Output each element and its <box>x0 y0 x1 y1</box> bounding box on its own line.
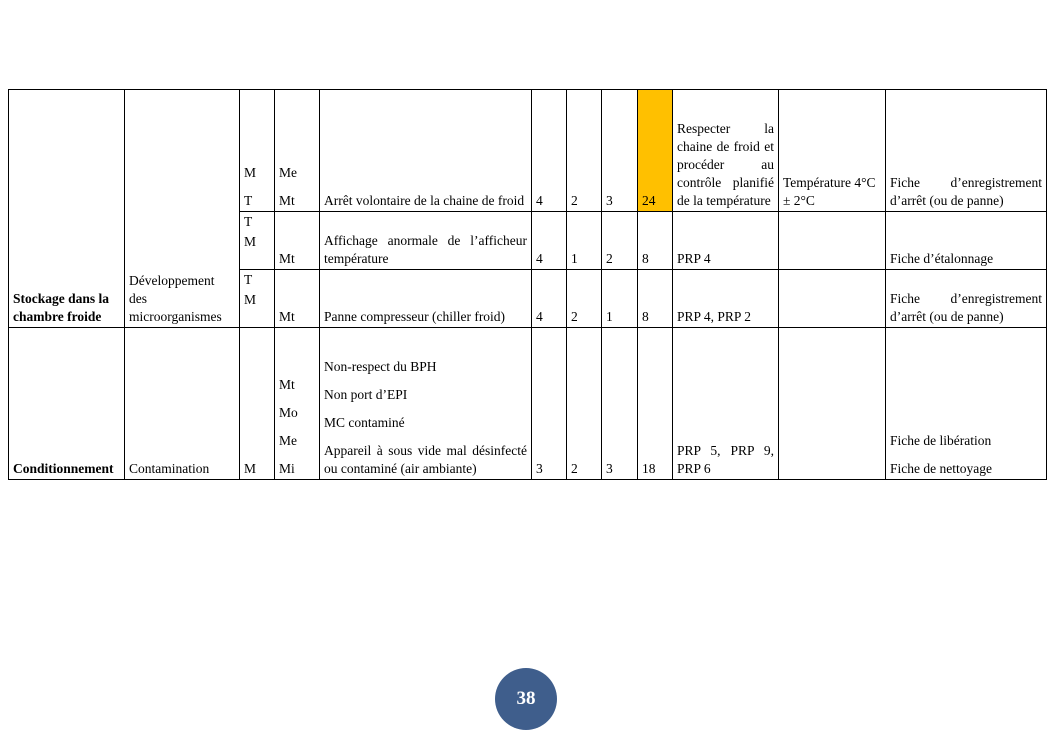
danger-type-cell <box>240 90 275 212</box>
record-cell <box>886 90 1047 212</box>
frequency-cell: 2 <box>567 270 602 328</box>
danger-type-cell <box>240 212 275 270</box>
table-row <box>9 328 1047 480</box>
process-stage: Stockage dans la chambre froide <box>13 291 110 324</box>
gravity-cell: 4 <box>532 270 567 328</box>
criticity-cell: 24 <box>638 90 673 212</box>
danger-label: Développement des microorganismes <box>129 273 222 324</box>
record-cell <box>886 270 1047 328</box>
description-cell: Panne compresseur (chiller froid) <box>320 270 532 328</box>
haccp-risk-table <box>8 89 1047 480</box>
measure: PRP 5, PRP 9, PRP 6 <box>677 443 774 476</box>
description-cell <box>320 328 532 480</box>
danger-type-cell: M <box>240 328 275 480</box>
critical-limit: Température 4°C ± 2°C <box>783 175 876 208</box>
description: Non-respect du BPH <box>324 359 437 374</box>
limit-cell <box>779 270 886 328</box>
process-stage-cell <box>9 328 125 480</box>
description-cell <box>320 212 532 270</box>
record: Fiche d’enregistrement d’arrêt (ou de panne) <box>890 175 1042 208</box>
process-stage: Conditionnement <box>13 461 114 476</box>
cause-cell <box>275 328 320 480</box>
record-cell <box>886 328 1047 480</box>
description: Appareil à sous vide mal désinfecté ou contaminé (air ambiante) <box>324 443 527 476</box>
record: Fiche de nettoyage <box>890 461 992 476</box>
page-number-badge: 38 <box>495 668 557 730</box>
danger-type: M <box>244 234 257 249</box>
cause-code: Me <box>279 165 297 180</box>
description-cell <box>320 90 532 212</box>
measure: Respecter la chaine de froid et procéder au contrôle planifié de la température <box>677 121 774 208</box>
description: Non port d’EPI <box>324 387 408 402</box>
danger-cell: Contamination <box>125 328 240 480</box>
measure-cell: PRP 4 <box>673 212 779 270</box>
cause-code: Mi <box>279 461 295 476</box>
danger-type: T <box>244 272 253 287</box>
detectability-cell: 1 <box>602 270 638 328</box>
criticity-cell: 8 <box>638 270 673 328</box>
danger-type: T <box>244 193 253 208</box>
measure-cell <box>673 90 779 212</box>
limit-cell <box>779 90 886 212</box>
detectability-cell: 3 <box>602 328 638 480</box>
limit-cell <box>779 328 886 480</box>
record: Fiche de libération <box>890 433 992 448</box>
record-cell: Fiche d’étalonnage <box>886 212 1047 270</box>
danger-cell <box>125 90 240 328</box>
danger-type: T <box>244 214 253 229</box>
gravity-cell: 3 <box>532 328 567 480</box>
danger-type-cell <box>240 270 275 328</box>
table-row <box>9 90 1047 212</box>
detectability-cell: 2 <box>602 212 638 270</box>
process-stage-cell <box>9 90 125 328</box>
description: Affichage anormale de l’afficheur température <box>324 233 527 266</box>
measure-cell: PRP 4, PRP 2 <box>673 270 779 328</box>
cause-code: Me <box>279 433 297 448</box>
measure-cell <box>673 328 779 480</box>
danger-type: M <box>244 165 257 180</box>
cause-cell: Mt <box>275 212 320 270</box>
criticity-cell: 18 <box>638 328 673 480</box>
cause-cell <box>275 90 320 212</box>
cause-code: Mo <box>279 405 298 420</box>
frequency-cell: 1 <box>567 212 602 270</box>
cause-code: Mt <box>279 193 295 208</box>
cause-code: Mt <box>279 377 295 392</box>
description: MC contaminé <box>324 415 405 430</box>
danger-type: M <box>244 292 257 307</box>
criticity-cell: 8 <box>638 212 673 270</box>
detectability-cell: 3 <box>602 90 638 212</box>
cause-cell: Mt <box>275 270 320 328</box>
record: Fiche d’enregistrement d’arrêt (ou de panne) <box>890 291 1042 324</box>
frequency-cell: 2 <box>567 328 602 480</box>
gravity-cell: 4 <box>532 212 567 270</box>
description: Arrêt volontaire de la chaine de froid <box>324 193 525 208</box>
limit-cell <box>779 212 886 270</box>
frequency-cell: 2 <box>567 90 602 212</box>
gravity-cell: 4 <box>532 90 567 212</box>
